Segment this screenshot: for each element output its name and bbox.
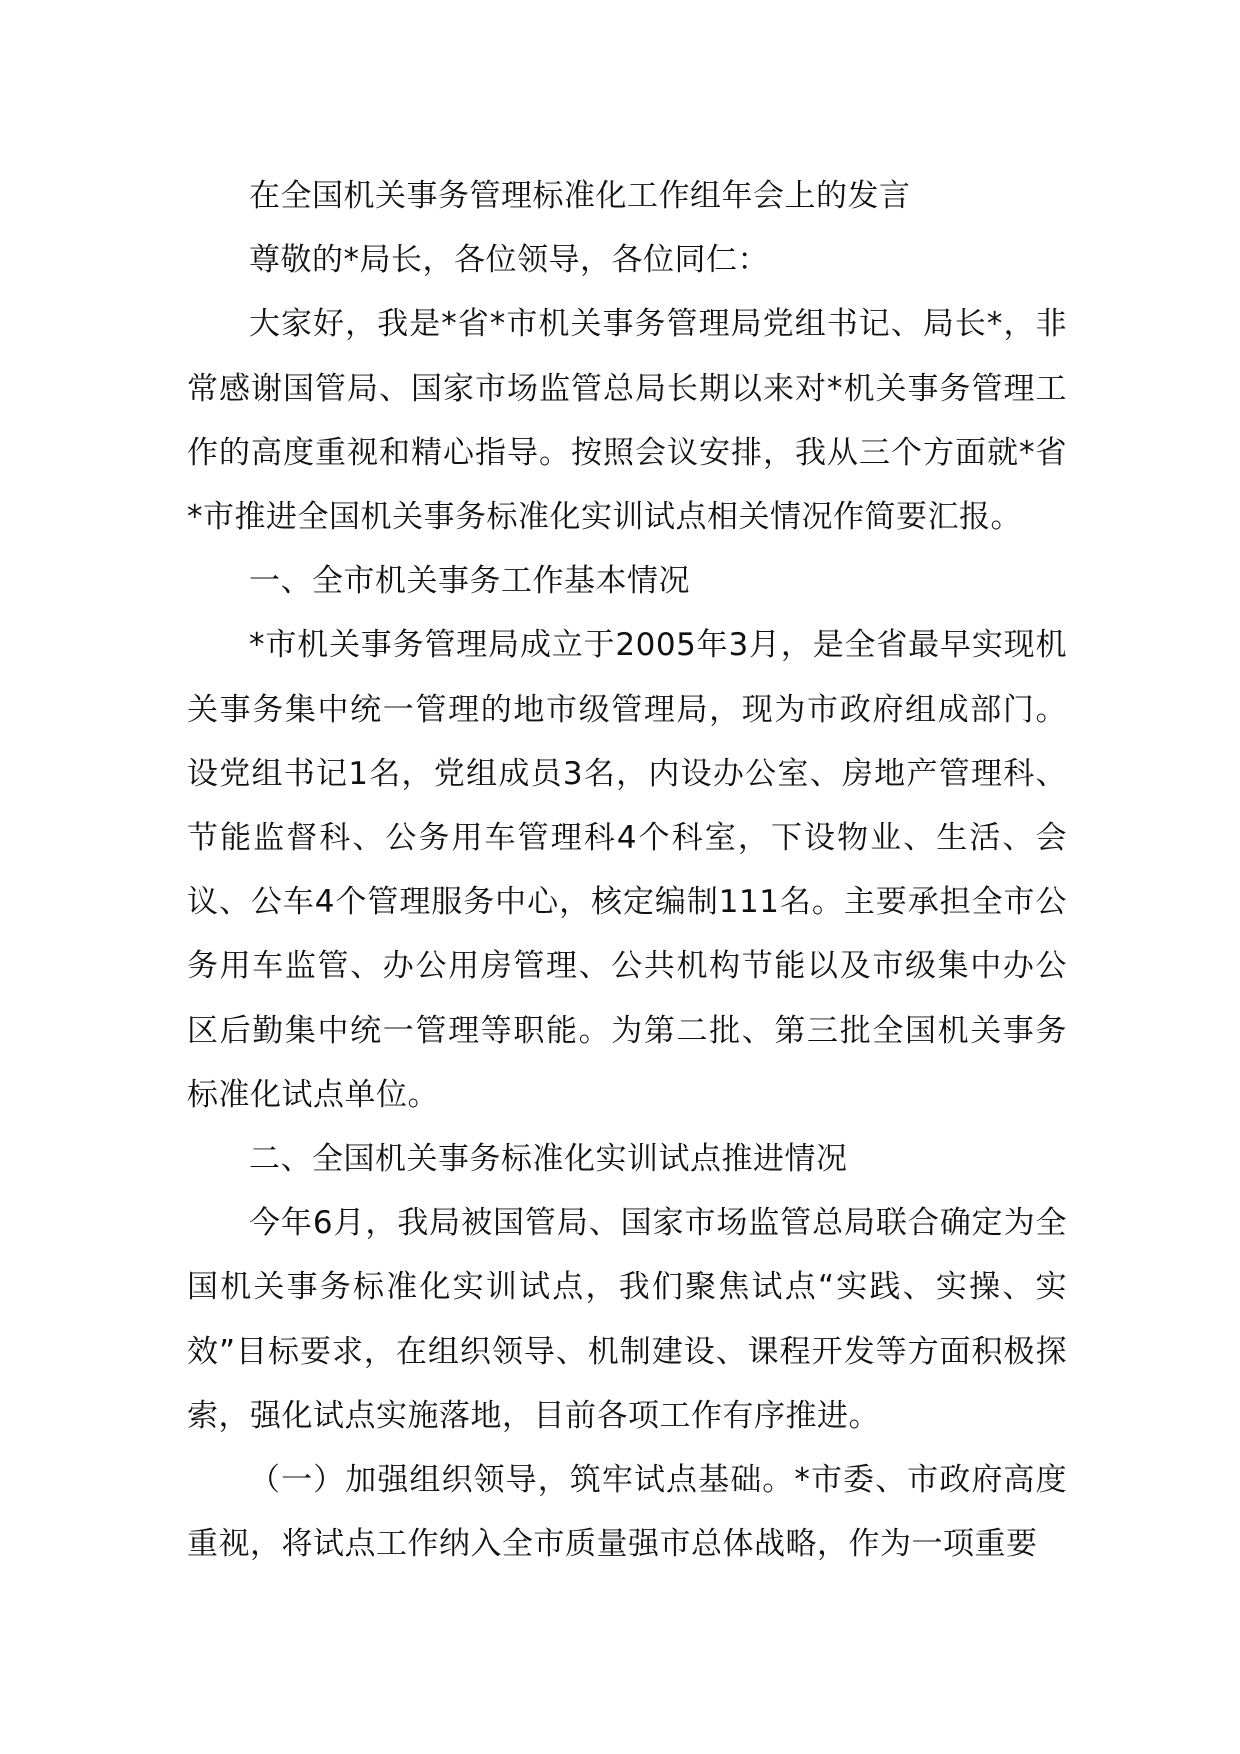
section-1-paragraph: *市机关事务管理局成立于2005年3月，是全省最早实现机关事务集中统一管理的地市级管理局，现为市政府组成部门。设党组书记1名，党组成员3名，内设办公室、房地产管理科、节能监督科、公务用车管理科4个科室，下设物业、生活、会议、公车4个管理服务中心，核定编制111名。主要承担全市公务用车监管、办公用房管理、公共机构节能以及市级集中办公区后勤集中统一管理等职能。为第二批、第三批全国机关事务标准化试点单位。 bbox=[187, 627, 1067, 1113]
subsection-1-paragraph: （一）加强组织领导，筑牢试点基础。*市委、市政府高度重视，将试点工作纳入全市质量强市总体战略，作为一项重要 bbox=[187, 1462, 1067, 1563]
intro-paragraph: 大家好，我是*省*市机关事务管理局党组书记、局长*，非常感谢国管局、国家市场监管总局长期以来对*机关事务管理工作的高度重视和精心指导。按照会议安排，我从三个方面就*省*市推进全国机关事务标准化实训试点相关情况作简要汇报。 bbox=[187, 306, 1067, 536]
section-2-paragraph: 今年6月，我局被国管局、国家市场监管总局联合确定为全国机关事务标准化实训试点，我们聚焦试点“实践、实操、实效”目标要求，在组织领导、机制建设、课程开发等方面积极探索，强化试点实施落地，目前各项工作有序推进。 bbox=[187, 1205, 1067, 1434]
section-heading-2: 二、全国机关事务标准化实训试点推进情况 bbox=[249, 1141, 848, 1178]
section-heading-1: 一、全市机关事务工作基本情况 bbox=[249, 563, 690, 600]
salutation-paragraph: 尊敬的*局长，各位领导，各位同仁： bbox=[249, 242, 769, 279]
document-body bbox=[187, 164, 1067, 1576]
document-title: 在全国机关事务管理标准化工作组年会上的发言 bbox=[249, 178, 911, 214]
